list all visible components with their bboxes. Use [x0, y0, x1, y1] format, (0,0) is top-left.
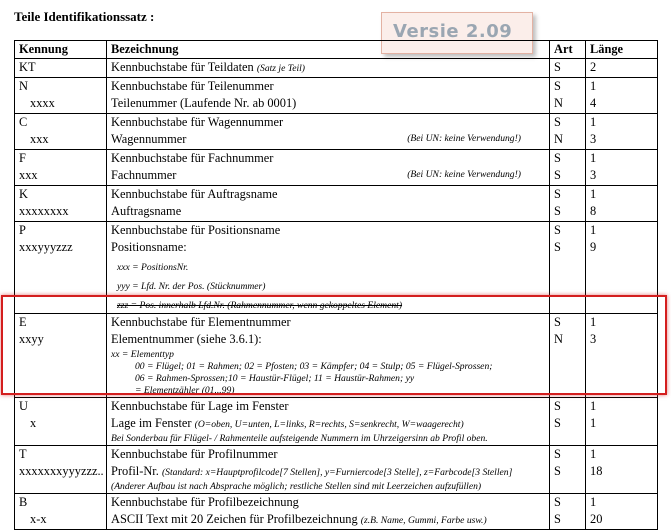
- laenge-value: 3: [590, 332, 597, 346]
- kennung-cell: [15, 150, 107, 186]
- laenge-value: 1: [590, 447, 597, 461]
- laenge-cell: [586, 186, 658, 222]
- art-cell: [550, 446, 586, 494]
- kennung-cell: [15, 186, 107, 222]
- kennung-format: xxyy: [19, 332, 44, 346]
- bezeichnung-cell: [107, 186, 550, 222]
- laenge-cell: [586, 494, 658, 530]
- art-value: S: [554, 151, 561, 165]
- laenge-value: 1: [590, 187, 597, 201]
- description-text: Kennbuchstabe für Auftragsname: [111, 187, 278, 201]
- laenge-value: 9: [590, 240, 597, 254]
- table-row: [15, 186, 658, 222]
- description-text: Fachnummer: [111, 168, 177, 182]
- kennung-format: xxx: [19, 168, 38, 182]
- art-value: S: [554, 447, 561, 461]
- description-text: Kennbuchstabe für Wagennummer: [111, 115, 284, 129]
- description-note: Bei Sonderbau für Flügel- / Rahmenteile aufsteigende Nummern im Uhrzeigersinn ab Profil oben.: [111, 433, 488, 444]
- art-value: S: [554, 223, 561, 237]
- art-value: S: [554, 187, 561, 201]
- bezeichnung-cell: [107, 398, 550, 446]
- kennung-cell: [15, 222, 107, 314]
- table-row: [15, 150, 658, 186]
- kennung-cell: [15, 78, 107, 114]
- laenge-value: 18: [590, 464, 603, 478]
- kennung-cell: [15, 398, 107, 446]
- laenge-cell: [586, 59, 658, 78]
- art-value: S: [554, 512, 561, 526]
- table-row: [15, 59, 658, 78]
- laenge-cell: [586, 114, 658, 150]
- description-text: Kennbuchstabe für Teildaten: [111, 60, 254, 74]
- laenge-cell: [586, 446, 658, 494]
- bezeichnung-cell: [107, 222, 550, 314]
- laenge-cell: [586, 78, 658, 114]
- header-kennung: Kennung: [15, 41, 107, 59]
- description-text: Auftragsname: [111, 204, 182, 218]
- header-laenge: Länge: [586, 41, 658, 59]
- art-value: N: [554, 132, 563, 146]
- kennung-code: C: [19, 115, 28, 129]
- laenge-value: 20: [590, 512, 603, 526]
- laenge-value: 1: [590, 416, 597, 430]
- table-row: [15, 114, 658, 150]
- laenge-value: 4: [590, 96, 597, 110]
- description-text: Positionsname:: [111, 240, 187, 254]
- description-note: xxx = PositionsNr.: [117, 262, 189, 273]
- bezeichnung-cell: [107, 314, 550, 398]
- description-note: (Bei UN: keine Verwendung!): [407, 169, 521, 180]
- art-cell: [550, 398, 586, 446]
- art-cell: [550, 494, 586, 530]
- identification-table: [14, 40, 658, 530]
- bezeichnung-cell: [107, 59, 550, 78]
- description-text: Kennbuchstabe für Profilnummer: [111, 447, 278, 461]
- laenge-value: 2: [590, 60, 597, 74]
- header-bezeichnung: Bezeichnung: [107, 41, 550, 59]
- kennung-cell: [15, 59, 107, 78]
- art-value: S: [554, 79, 561, 93]
- table-row: [15, 314, 658, 398]
- kennung-code: P: [19, 223, 26, 237]
- art-cell: [550, 114, 586, 150]
- description-text: Teilenummer (Laufende Nr. ab 0001): [111, 96, 297, 110]
- laenge-value: 1: [590, 115, 597, 129]
- laenge-value: 1: [590, 315, 597, 329]
- art-value: S: [554, 416, 561, 430]
- laenge-value: 1: [590, 495, 597, 509]
- version-label: Versie 2.09: [393, 21, 513, 42]
- description-note: (z.B. Name, Gummi, Farbe usw.): [360, 515, 487, 526]
- art-value: S: [554, 495, 561, 509]
- art-cell: [550, 59, 586, 78]
- art-value: S: [554, 464, 561, 478]
- description-line: [111, 132, 545, 149]
- description-text: Kennbuchstabe für Teilenummer: [111, 79, 274, 93]
- description-text: Profil-Nr.: [111, 464, 159, 478]
- kennung-code: F: [19, 151, 26, 165]
- description-note: 06 = Rahmen-Sprossen;10 = Haustür-Flügel; 11 = Haustür-Rahmen; yy: [135, 373, 415, 384]
- description-line: [111, 512, 545, 529]
- laenge-cell: [586, 150, 658, 186]
- kennung-format: xxxxxxxx: [19, 204, 69, 218]
- table-row: [15, 398, 658, 446]
- laenge-value: 1: [590, 223, 597, 237]
- description-note: zzz = Pos. innerhalb Lfd.Nr. (Rahmennummer, wenn gekoppeltes Element): [117, 300, 403, 311]
- kennung-code: KT: [19, 60, 36, 74]
- kennung-code: T: [19, 447, 27, 461]
- description-note: 00 = Flügel; 01 = Rahmen; 02 = Pfosten; 03 = Kämpfer; 04 = Stulp; 05 = Flügel-Sprossen;: [135, 361, 493, 372]
- description-text: Kennbuchstabe für Positionsname: [111, 223, 281, 237]
- description-text: Lage im Fenster: [111, 416, 192, 430]
- description-text: Wagennummer: [111, 132, 187, 146]
- laenge-value: 1: [590, 79, 597, 93]
- laenge-value: 1: [590, 399, 597, 413]
- description-text: ASCII Text mit 20 Zeichen für Profilbezeichnung: [111, 512, 358, 526]
- description-text: Elementnummer (siehe 3.6.1):: [111, 332, 262, 346]
- page-title: Teile Identifikationssatz :: [14, 9, 155, 24]
- kennung-code: E: [19, 315, 27, 329]
- description-note: = Elementzähler (01...99): [135, 385, 235, 396]
- laenge-cell: [586, 314, 658, 398]
- art-value: N: [554, 332, 563, 346]
- laenge-value: 1: [590, 151, 597, 165]
- art-cell: [550, 150, 586, 186]
- art-value: S: [554, 399, 561, 413]
- art-value: S: [554, 204, 561, 218]
- header-art: Art: [550, 41, 586, 59]
- description-note: xx = Elementtyp: [111, 349, 174, 360]
- laenge-cell: [586, 398, 658, 446]
- bezeichnung-cell: [107, 150, 550, 186]
- art-cell: [550, 314, 586, 398]
- kennung-format: x-x: [30, 512, 47, 526]
- description-text: Kennbuchstabe für Fachnummer: [111, 151, 274, 165]
- art-value: S: [554, 168, 561, 182]
- table-row: [15, 446, 658, 494]
- description-line: [111, 60, 545, 77]
- bezeichnung-cell: [107, 494, 550, 530]
- art-cell: [550, 78, 586, 114]
- description-line: [111, 464, 545, 481]
- kennung-code: U: [19, 399, 28, 413]
- kennung-format: xxxx: [30, 96, 55, 110]
- description-note: (Bei UN: keine Verwendung!): [407, 133, 521, 144]
- laenge-value: 3: [590, 132, 597, 146]
- description-text: Kennbuchstabe für Lage im Fenster: [111, 399, 289, 413]
- art-value: N: [554, 96, 563, 110]
- bezeichnung-cell: [107, 446, 550, 494]
- kennung-code: B: [19, 495, 28, 509]
- description-line: [111, 168, 545, 185]
- kennung-cell: [15, 446, 107, 494]
- kennung-format: xxxyyyzzz: [19, 240, 73, 254]
- table-row: [15, 494, 658, 530]
- kennung-cell: [15, 314, 107, 398]
- kennung-format: x: [30, 416, 37, 430]
- art-cell: [550, 186, 586, 222]
- description-text: Kennbuchstabe für Profilbezeichnung: [111, 495, 299, 509]
- art-value: S: [554, 115, 561, 129]
- art-cell: [550, 222, 586, 314]
- art-value: S: [554, 315, 561, 329]
- kennung-format: xxxxxxxyyyzzz..: [19, 464, 104, 478]
- description-note: (Satz je Teil): [256, 63, 305, 74]
- kennung-code: K: [19, 187, 28, 201]
- description-line: [111, 416, 545, 433]
- table-header-row: [15, 41, 658, 59]
- description-note: (O=oben, U=unten, L=links, R=rechts, S=senkrecht, W=waagerecht): [194, 419, 464, 430]
- kennung-cell: [15, 494, 107, 530]
- kennung-format: xxx: [30, 132, 49, 146]
- bezeichnung-cell: [107, 78, 550, 114]
- bezeichnung-cell: [107, 114, 550, 150]
- laenge-value: 8: [590, 204, 597, 218]
- table-row: [15, 78, 658, 114]
- laenge-cell: [586, 222, 658, 314]
- table-row: [15, 222, 658, 314]
- description-note: yyy = Lfd. Nr. der Pos. (Stücknummer): [117, 281, 266, 292]
- kennung-code: N: [19, 79, 28, 93]
- art-value: S: [554, 240, 561, 254]
- description-note: (Anderer Aufbau ist nach Absprache möglich; restliche Stellen sind mit Leerzeichen aufzufüllen): [111, 481, 482, 492]
- description-note: (Standard: x=Hauptprofilcode[7 Stellen], y=Furniercode[3 Stelle], z=Farbcode[3 Stellen]: [161, 467, 513, 478]
- description-text: Kennbuchstabe für Elementnummer: [111, 315, 291, 329]
- kennung-cell: [15, 114, 107, 150]
- laenge-value: 3: [590, 168, 597, 182]
- art-value: S: [554, 60, 561, 74]
